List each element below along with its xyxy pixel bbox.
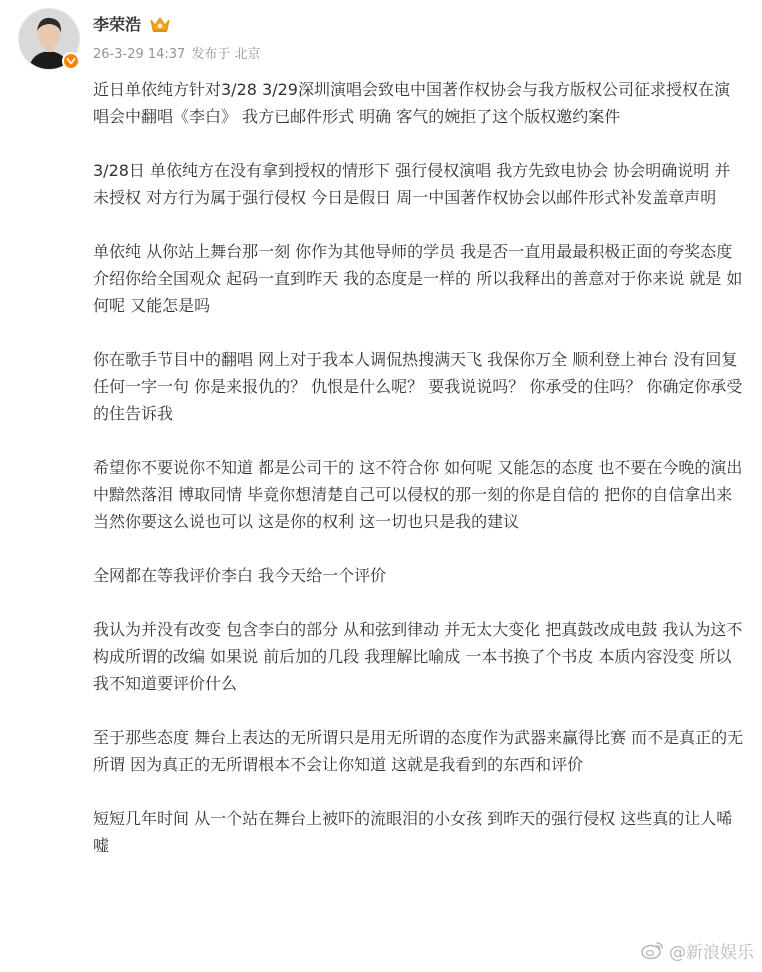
post-source: 发布于 北京 <box>191 47 261 62</box>
post-paragraph: 我认为并没有改变 包含李白的部分 从和弦到律动 并无太大变化 把真鼓改成电鼓 我认为这不构成所谓的改编 如果说 前后加的几段 我理解比喻成 一本书换了个书皮 本质内容没变 所以我不知道要评价什么 <box>93 620 743 693</box>
post-paragraph: 3/28日 单依纯方在没有拿到授权的情形下 强行侵权演唱 我方先致电协会 协会明确说明 并未授权 对方行为属于强行侵权 今日是假日 周一中国著作权协会以邮件形式补发盖章声明 <box>93 161 731 207</box>
post-content <box>93 76 745 859</box>
verified-badge-icon <box>62 52 80 70</box>
post-paragraph: 全网都在等我评价李白 我今天给一个评价 <box>93 566 387 585</box>
post-paragraph: 短短几年时间 从一个站在舞台上被吓的流眼泪的小女孩 到昨天的强行侵权 这些真的让人唏嘘 <box>93 809 733 855</box>
crown-member-icon[interactable] <box>149 15 171 33</box>
watermark <box>641 940 754 966</box>
avatar-container[interactable] <box>18 8 80 70</box>
post-header <box>18 8 748 72</box>
post-meta <box>93 46 266 64</box>
post-paragraph: 你在歌手节目中的翻唱 网上对于我本人调侃热搜满天飞 我保你万全 顺利登上神台 没有回复任何一字一句 你是来报仇的？ 仇恨是什么呢？ 要我说说吗？ 你承受的住吗？ 你确定你承受的住告诉我 <box>93 350 743 423</box>
post-paragraph: 至于那些态度 舞台上表达的无所谓只是用无所谓的态度作为武器来赢得比赛 而不是真正的无所谓 因为真正的无所谓根本不会让你知道 这就是我看到的东西和评价 <box>93 728 744 774</box>
post-paragraph: 单依纯 从你站上舞台那一刻 你作为其他导师的学员 我是否一直用最最积极正面的夸奖态度介绍你给全国观众 起码一直到昨天 我的态度是一样的 所以我释出的善意对于你来说 就是 如何呢 又能怎是吗 <box>93 242 743 315</box>
user-name[interactable]: 李荣浩 <box>93 15 142 34</box>
post-paragraph: 希望你不要说你不知道 都是公司干的 这不符合你 如何呢 又能怎的态度 也不要在今晚的演出中黯然落泪 博取同情 毕竟你想清楚自己可以侵权的那一刻的你是自信的 把你的自信拿出来 当然你要这么说也可以 这是你的权利 这一切也只是我的建议 <box>93 458 743 531</box>
post-date[interactable]: 26-3-29 14:37 <box>93 47 186 62</box>
watermark-text: @新浪娱乐 <box>669 943 754 963</box>
post-paragraph: 近日单依纯方针对3/28 3/29深圳演唱会致电中国著作权协会与我方版权公司征求授权在演唱会中翻唱《李白》 我方已邮件形式 明确 客气的婉拒了这个版权邀约案件 <box>93 80 730 126</box>
weibo-logo-icon <box>641 940 665 966</box>
